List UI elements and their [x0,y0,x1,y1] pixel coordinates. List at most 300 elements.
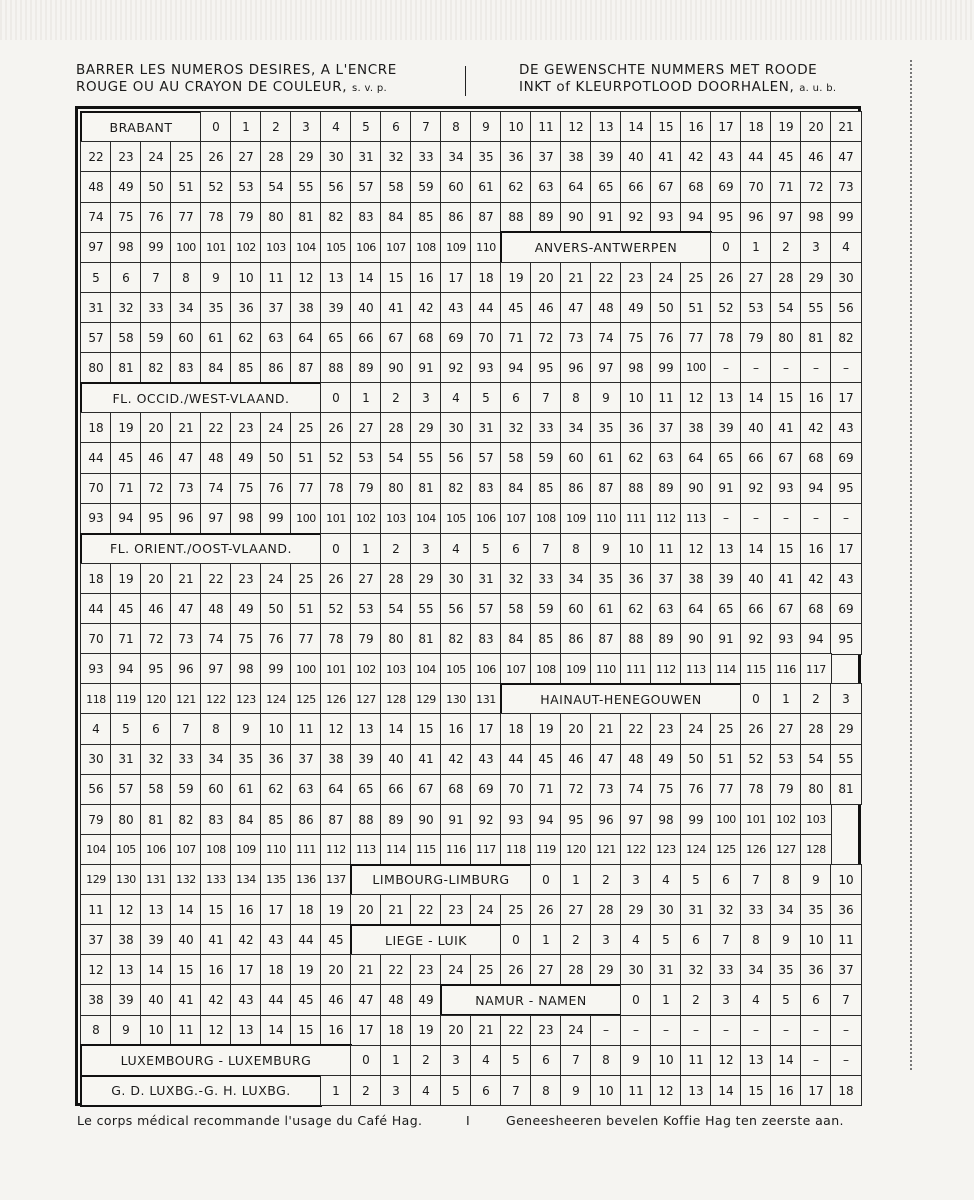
number-cell[interactable]: 82 [320,202,352,234]
number-cell[interactable]: 51 [170,171,202,203]
number-cell[interactable]: 46 [560,744,592,776]
number-cell[interactable]: 123 [650,834,682,866]
number-cell[interactable]: 55 [290,171,322,203]
number-cell[interactable]: 56 [440,442,472,474]
number-cell[interactable]: 113 [680,653,712,685]
number-cell[interactable]: 23 [410,954,442,986]
number-cell[interactable]: 30 [440,412,472,444]
number-cell[interactable]: 101 [200,232,232,264]
number-cell[interactable]: 84 [230,804,262,836]
number-cell[interactable]: 69 [440,322,472,354]
number-cell[interactable]: 6 [530,1045,562,1077]
number-cell[interactable]: 66 [740,442,772,474]
number-cell[interactable]: 105 [320,232,352,264]
number-cell[interactable]: 93 [500,804,532,836]
number-cell[interactable]: 8 [770,864,802,896]
number-cell[interactable]: 26 [530,894,562,926]
number-cell[interactable]: 36 [260,744,292,776]
number-cell[interactable]: 25 [710,713,742,745]
number-cell[interactable]: 0 [350,1045,382,1077]
number-cell[interactable]: 94 [680,202,712,234]
number-cell[interactable]: 88 [320,352,352,384]
number-cell[interactable]: 29 [410,412,442,444]
number-cell[interactable]: 107 [170,834,202,866]
number-cell[interactable]: 97 [620,804,652,836]
number-cell[interactable]: 81 [110,352,142,384]
number-cell[interactable]: 18 [830,1075,862,1107]
number-cell[interactable]: 2 [260,111,292,143]
number-cell[interactable]: 80 [800,774,832,806]
number-cell[interactable]: 95 [140,653,172,685]
number-cell[interactable]: 108 [530,653,562,685]
number-cell[interactable]: 29 [410,563,442,595]
number-cell[interactable]: 46 [530,292,562,324]
number-cell[interactable]: 15 [170,954,202,986]
number-cell[interactable]: 93 [770,473,802,505]
number-cell[interactable]: 45 [770,141,802,173]
number-cell[interactable]: 103 [260,232,292,264]
number-cell[interactable]: 12 [680,533,712,565]
number-cell[interactable]: 87 [320,804,352,836]
number-cell[interactable]: 23 [230,563,262,595]
number-cell[interactable]: 32 [680,954,712,986]
number-cell[interactable]: 118 [80,683,112,715]
number-cell[interactable]: 12 [650,1075,682,1107]
number-cell[interactable]: 62 [230,322,262,354]
number-cell[interactable]: 99 [260,653,292,685]
number-cell[interactable]: 109 [560,503,592,535]
number-cell[interactable]: 64 [320,774,352,806]
number-cell[interactable]: 62 [260,774,292,806]
number-cell[interactable]: 103 [380,653,412,685]
number-cell[interactable]: 11 [620,1075,652,1107]
number-cell[interactable]: 100 [290,653,322,685]
number-cell[interactable]: 123 [230,683,262,715]
number-cell[interactable]: 42 [230,924,262,956]
number-cell[interactable]: 14 [140,954,172,986]
number-cell[interactable]: 23 [620,262,652,294]
number-cell[interactable]: 43 [830,563,862,595]
number-cell[interactable]: 127 [770,834,802,866]
number-cell[interactable]: 15 [290,1015,322,1047]
number-cell[interactable]: 60 [440,171,472,203]
number-cell[interactable]: 18 [500,713,532,745]
number-cell[interactable]: 1 [380,1045,412,1077]
number-cell[interactable]: 5 [770,984,802,1016]
number-cell[interactable]: 81 [800,322,832,354]
number-cell[interactable]: 33 [170,744,202,776]
number-cell[interactable]: 32 [500,563,532,595]
number-cell[interactable]: 21 [590,713,622,745]
number-cell[interactable]: 3 [380,1075,412,1107]
number-cell[interactable]: 3 [710,984,742,1016]
number-cell[interactable]: 2 [770,232,802,264]
number-cell[interactable]: 38 [680,412,712,444]
number-cell[interactable]: 75 [650,774,682,806]
number-cell[interactable]: 26 [200,141,232,173]
number-cell[interactable]: 4 [440,533,472,565]
number-cell[interactable]: 45 [110,593,142,625]
number-cell[interactable]: 10 [140,1015,172,1047]
number-cell[interactable]: 71 [530,774,562,806]
number-cell[interactable]: 6 [380,111,412,143]
number-cell[interactable]: 46 [320,984,352,1016]
number-cell[interactable]: 92 [470,804,502,836]
number-cell[interactable]: 8 [440,111,472,143]
number-cell[interactable]: 69 [830,442,862,474]
number-cell[interactable]: 61 [590,442,622,474]
number-cell[interactable]: 44 [80,442,112,474]
number-cell[interactable]: 78 [200,202,232,234]
number-cell[interactable]: 57 [110,774,142,806]
number-cell[interactable]: 14 [740,533,772,565]
number-cell[interactable]: 22 [380,954,412,986]
number-cell[interactable]: 111 [290,834,322,866]
number-cell[interactable]: 121 [170,683,202,715]
number-cell[interactable]: 19 [320,894,352,926]
number-cell[interactable]: 116 [770,653,802,685]
number-cell[interactable]: 93 [770,623,802,655]
number-cell[interactable]: 18 [260,954,292,986]
number-cell[interactable]: 8 [740,924,772,956]
number-cell[interactable]: 53 [740,292,772,324]
number-cell[interactable]: 115 [410,834,442,866]
number-cell[interactable]: 89 [530,202,562,234]
number-cell[interactable]: 70 [470,322,502,354]
number-cell[interactable]: 96 [740,202,772,234]
number-cell[interactable]: 17 [440,262,472,294]
number-cell[interactable]: 77 [710,774,742,806]
number-cell[interactable]: 36 [620,412,652,444]
number-cell[interactable]: 42 [800,563,832,595]
number-cell[interactable]: 77 [170,202,202,234]
number-cell[interactable]: 14 [620,111,652,143]
number-cell[interactable]: 90 [560,202,592,234]
number-cell[interactable]: 69 [710,171,742,203]
number-cell[interactable]: 15 [740,1075,772,1107]
number-cell[interactable]: 55 [410,442,442,474]
number-cell[interactable]: 32 [500,412,532,444]
number-cell[interactable]: 9 [590,382,622,414]
number-cell[interactable]: 30 [830,262,862,294]
number-cell[interactable]: 48 [620,744,652,776]
number-cell[interactable]: 98 [110,232,142,264]
number-cell[interactable]: 112 [320,834,352,866]
number-cell[interactable]: 113 [680,503,712,535]
number-cell[interactable]: 102 [350,653,382,685]
number-cell[interactable]: 120 [140,683,172,715]
number-cell[interactable]: 82 [170,804,202,836]
number-cell[interactable]: 0 [620,984,652,1016]
number-cell[interactable]: 3 [590,924,622,956]
number-cell[interactable]: 63 [260,322,292,354]
number-cell[interactable]: 7 [410,111,442,143]
number-cell[interactable]: 65 [710,593,742,625]
number-cell[interactable]: 79 [80,804,112,836]
number-cell[interactable]: 2 [800,683,832,715]
number-cell[interactable]: 87 [590,473,622,505]
number-cell[interactable]: 93 [80,503,112,535]
number-cell[interactable]: 47 [590,744,622,776]
number-cell[interactable]: 50 [260,593,292,625]
number-cell[interactable]: 36 [230,292,262,324]
number-cell[interactable]: 39 [590,141,622,173]
number-cell[interactable]: 124 [260,683,292,715]
number-cell[interactable]: 12 [290,262,322,294]
number-cell[interactable]: 22 [200,563,232,595]
number-cell[interactable]: 14 [170,894,202,926]
number-cell[interactable]: 94 [110,653,142,685]
number-cell[interactable]: 11 [260,262,292,294]
number-cell[interactable]: 9 [620,1045,652,1077]
number-cell[interactable]: 91 [410,352,442,384]
number-cell[interactable]: 124 [680,834,712,866]
number-cell[interactable]: 3 [800,232,832,264]
number-cell[interactable]: 47 [170,593,202,625]
number-cell[interactable]: 37 [530,141,562,173]
number-cell[interactable]: 6 [110,262,142,294]
number-cell[interactable]: 10 [800,924,832,956]
number-cell[interactable]: 101 [320,653,352,685]
number-cell[interactable]: 0 [500,924,532,956]
number-cell[interactable]: 93 [470,352,502,384]
number-cell[interactable]: 9 [590,533,622,565]
number-cell[interactable]: 18 [470,262,502,294]
number-cell[interactable]: 25 [470,954,502,986]
number-cell[interactable]: 119 [530,834,562,866]
number-cell[interactable]: 1 [560,864,592,896]
number-cell[interactable]: 114 [380,834,412,866]
number-cell[interactable]: 7 [710,924,742,956]
number-cell[interactable]: 39 [320,292,352,324]
number-cell[interactable]: 115 [740,653,772,685]
number-cell[interactable]: 15 [410,713,442,745]
number-cell[interactable]: 94 [530,804,562,836]
number-cell[interactable]: 18 [290,894,322,926]
number-cell[interactable]: 7 [560,1045,592,1077]
number-cell[interactable]: 98 [800,202,832,234]
number-cell[interactable]: 56 [80,774,112,806]
number-cell[interactable]: 15 [650,111,682,143]
number-cell[interactable]: 80 [110,804,142,836]
number-cell[interactable]: 76 [260,473,292,505]
number-cell[interactable]: 106 [350,232,382,264]
number-cell[interactable]: 48 [380,984,412,1016]
number-cell[interactable]: 91 [710,473,742,505]
number-cell[interactable]: 33 [740,894,772,926]
number-cell[interactable]: 3 [830,683,862,715]
number-cell[interactable]: 45 [110,442,142,474]
number-cell[interactable]: 4 [80,713,112,745]
number-cell[interactable]: 8 [80,1015,112,1047]
number-cell[interactable]: 0 [200,111,232,143]
number-cell[interactable]: 8 [560,382,592,414]
number-cell[interactable]: 10 [230,262,262,294]
number-cell[interactable]: 30 [80,744,112,776]
number-cell[interactable]: 40 [350,292,382,324]
number-cell[interactable]: 17 [350,1015,382,1047]
number-cell[interactable]: 95 [830,473,862,505]
number-cell[interactable]: 48 [590,292,622,324]
number-cell[interactable]: 23 [530,1015,562,1047]
number-cell[interactable]: 36 [830,894,862,926]
number-cell[interactable]: 1 [320,1075,352,1107]
number-cell[interactable]: 0 [320,533,352,565]
number-cell[interactable]: 33 [710,954,742,986]
number-cell[interactable]: 13 [590,111,622,143]
number-cell[interactable]: 19 [770,111,802,143]
number-cell[interactable]: 11 [830,924,862,956]
number-cell[interactable]: 28 [380,412,412,444]
number-cell[interactable]: 45 [320,924,352,956]
number-cell[interactable]: 97 [770,202,802,234]
number-cell[interactable]: 131 [140,864,172,896]
number-cell[interactable]: 72 [560,774,592,806]
number-cell[interactable]: 57 [470,593,502,625]
number-cell[interactable]: 83 [470,473,502,505]
number-cell[interactable]: 63 [530,171,562,203]
number-cell[interactable]: 23 [230,412,262,444]
number-cell[interactable]: 49 [230,593,262,625]
number-cell[interactable]: 2 [410,1045,442,1077]
number-cell[interactable]: 70 [500,774,532,806]
number-cell[interactable]: 53 [770,744,802,776]
number-cell[interactable]: 79 [770,774,802,806]
number-cell[interactable]: 110 [470,232,502,264]
number-cell[interactable]: 8 [590,1045,622,1077]
number-cell[interactable]: 91 [590,202,622,234]
number-cell[interactable]: 28 [800,713,832,745]
number-cell[interactable]: 67 [770,442,802,474]
number-cell[interactable]: 31 [350,141,382,173]
number-cell[interactable]: 49 [230,442,262,474]
number-cell[interactable]: 37 [830,954,862,986]
number-cell[interactable]: 88 [620,623,652,655]
number-cell[interactable]: 67 [770,593,802,625]
number-cell[interactable]: 87 [470,202,502,234]
number-cell[interactable]: 47 [560,292,592,324]
number-cell[interactable]: 96 [170,503,202,535]
number-cell[interactable]: 81 [410,623,442,655]
number-cell[interactable]: 15 [200,894,232,926]
number-cell[interactable]: 74 [590,322,622,354]
number-cell[interactable]: 16 [680,111,712,143]
number-cell[interactable]: 59 [530,593,562,625]
number-cell[interactable]: 15 [380,262,412,294]
number-cell[interactable]: 71 [110,473,142,505]
number-cell[interactable]: 30 [650,894,682,926]
number-cell[interactable]: 7 [140,262,172,294]
number-cell[interactable]: 98 [650,804,682,836]
number-cell[interactable]: 11 [170,1015,202,1047]
number-cell[interactable]: 24 [260,412,292,444]
number-cell[interactable]: 22 [500,1015,532,1047]
number-cell[interactable]: 38 [110,924,142,956]
number-cell[interactable]: 29 [290,141,322,173]
number-cell[interactable]: 27 [740,262,772,294]
number-cell[interactable]: 34 [770,894,802,926]
number-cell[interactable]: 118 [500,834,532,866]
number-cell[interactable]: 4 [650,864,682,896]
number-cell[interactable]: 76 [650,322,682,354]
number-cell[interactable]: 79 [740,322,772,354]
number-cell[interactable]: 35 [200,292,232,324]
number-cell[interactable]: 5 [650,924,682,956]
number-cell[interactable]: 10 [620,533,652,565]
number-cell[interactable]: 17 [470,713,502,745]
number-cell[interactable]: 100 [170,232,202,264]
number-cell[interactable]: 22 [410,894,442,926]
number-cell[interactable]: 94 [500,352,532,384]
number-cell[interactable]: 92 [740,473,772,505]
number-cell[interactable]: 80 [260,202,292,234]
number-cell[interactable]: 35 [590,563,622,595]
number-cell[interactable]: 76 [680,774,712,806]
number-cell[interactable]: 134 [230,864,262,896]
number-cell[interactable]: 37 [650,412,682,444]
number-cell[interactable]: 65 [320,322,352,354]
number-cell[interactable]: 35 [590,412,622,444]
number-cell[interactable]: 2 [590,864,622,896]
number-cell[interactable]: 43 [230,984,262,1016]
number-cell[interactable]: 78 [320,623,352,655]
number-cell[interactable]: 64 [680,442,712,474]
number-cell[interactable]: 38 [290,292,322,324]
number-cell[interactable]: 13 [110,954,142,986]
number-cell[interactable]: 92 [740,623,772,655]
number-cell[interactable]: 111 [620,503,652,535]
number-cell[interactable]: 104 [410,653,442,685]
number-cell[interactable]: 92 [620,202,652,234]
number-cell[interactable]: 82 [830,322,862,354]
number-cell[interactable]: 75 [620,322,652,354]
number-cell[interactable]: 16 [230,894,262,926]
number-cell[interactable]: 28 [380,563,412,595]
number-cell[interactable]: 33 [140,292,172,324]
number-cell[interactable]: 83 [470,623,502,655]
number-cell[interactable]: 66 [380,774,412,806]
number-cell[interactable]: 57 [350,171,382,203]
number-cell[interactable]: 54 [380,593,412,625]
number-cell[interactable]: 24 [260,563,292,595]
number-cell[interactable]: 10 [830,864,862,896]
number-cell[interactable]: 79 [230,202,262,234]
number-cell[interactable]: 43 [830,412,862,444]
number-cell[interactable]: 30 [320,141,352,173]
number-cell[interactable]: 16 [800,533,832,565]
number-cell[interactable]: 60 [560,442,592,474]
number-cell[interactable]: 86 [290,804,322,836]
number-cell[interactable]: 52 [710,292,742,324]
number-cell[interactable]: 35 [230,744,262,776]
number-cell[interactable]: 61 [590,593,622,625]
number-cell[interactable]: 81 [140,804,172,836]
number-cell[interactable]: 131 [470,683,502,715]
number-cell[interactable]: 48 [200,442,232,474]
number-cell[interactable]: 29 [620,894,652,926]
number-cell[interactable]: 22 [200,412,232,444]
number-cell[interactable]: 73 [170,473,202,505]
number-cell[interactable]: 21 [470,1015,502,1047]
number-cell[interactable]: 48 [80,171,112,203]
number-cell[interactable]: 63 [650,593,682,625]
number-cell[interactable]: 102 [770,804,802,836]
number-cell[interactable]: 1 [530,924,562,956]
number-cell[interactable]: 97 [80,232,112,264]
number-cell[interactable]: 85 [530,473,562,505]
number-cell[interactable]: 100 [710,804,742,836]
number-cell[interactable]: 90 [680,473,712,505]
